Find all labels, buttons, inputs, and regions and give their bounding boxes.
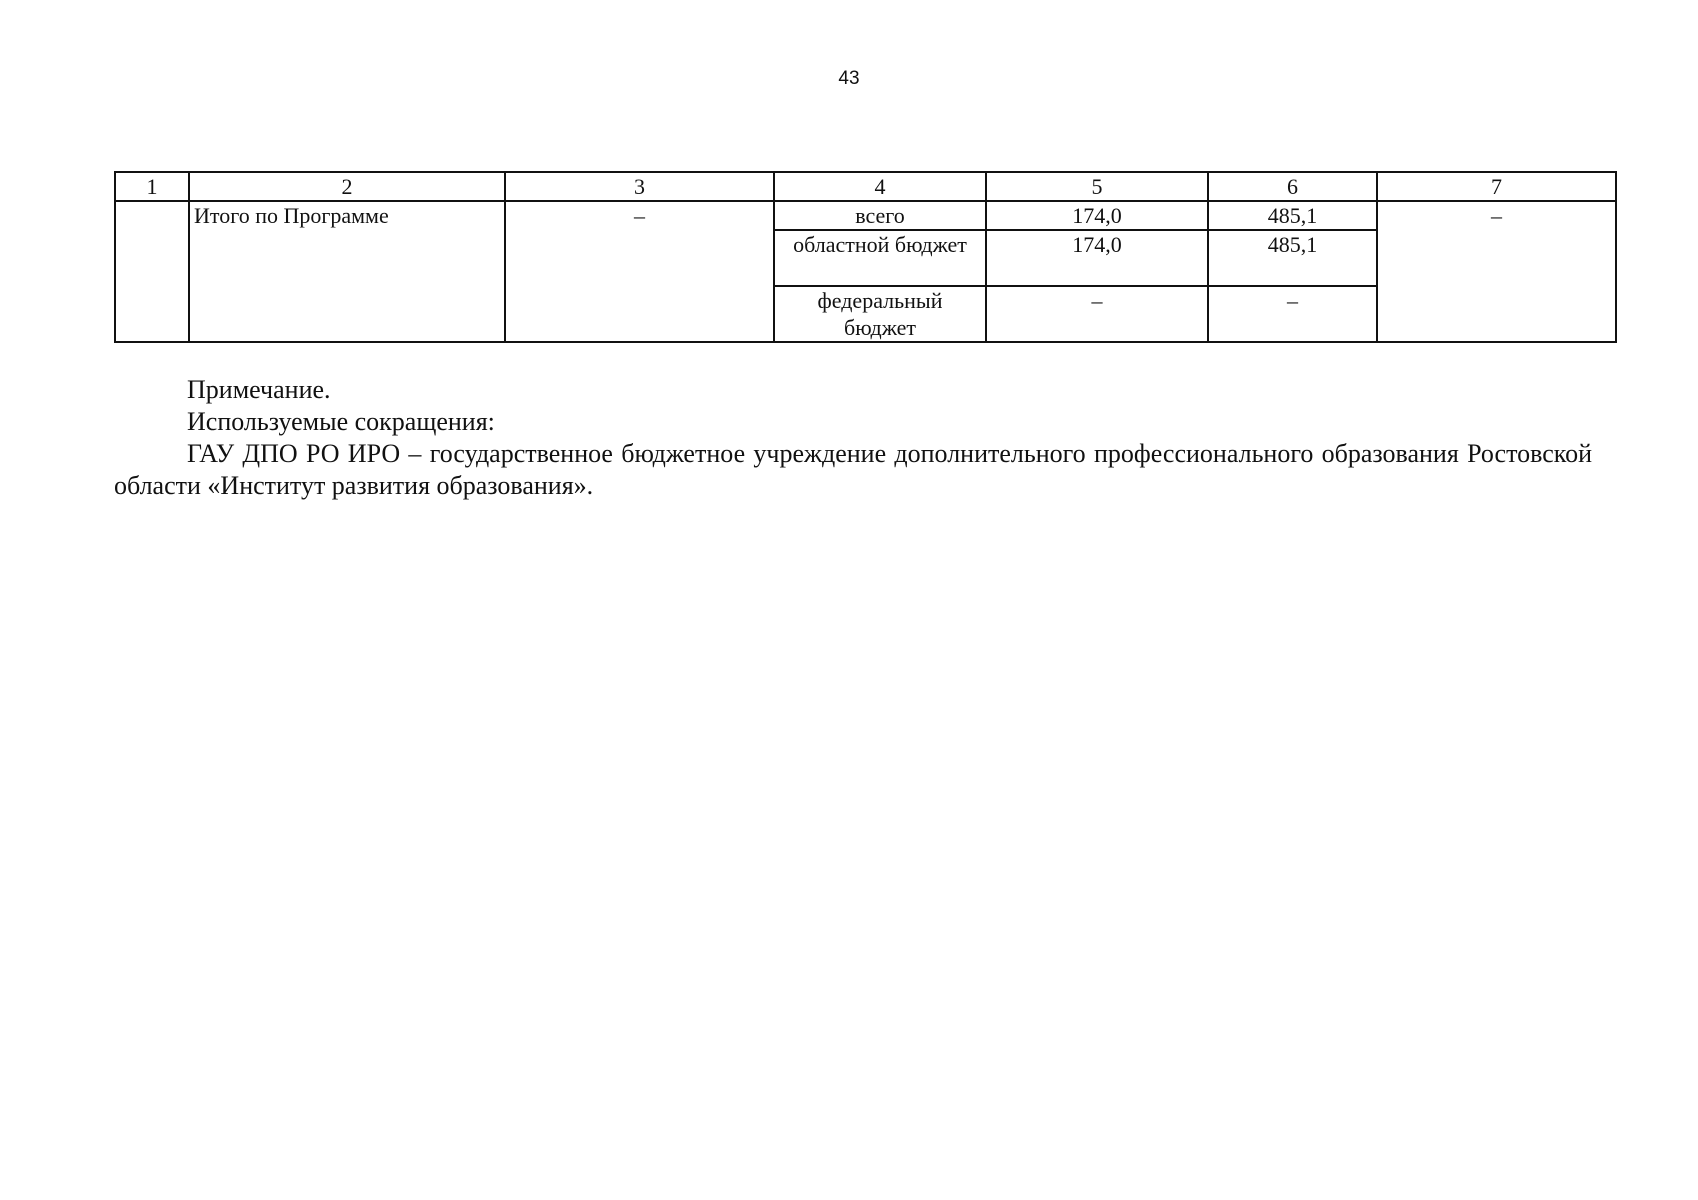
program-total-label: Итого по Программе (189, 201, 505, 342)
header-cell: 1 (115, 172, 189, 201)
header-cell: 4 (774, 172, 986, 201)
value-col6-cell: 485,1 (1208, 201, 1377, 230)
table-row (115, 201, 1616, 230)
col7-cell: – (1377, 201, 1616, 342)
funding-source-cell: федеральный бюджет (774, 286, 986, 342)
budget-table (114, 171, 1617, 343)
notes-title: Примечание. (187, 375, 331, 404)
table-header-row (115, 172, 1616, 201)
header-cell: 5 (986, 172, 1208, 201)
executor-cell: – (505, 201, 774, 342)
header-cell: 3 (505, 172, 774, 201)
abbreviation-text: ГАУ ДПО РО ИРО – государственное бюджетное учреждение дополнительного профессионального образования Ростовской области «Институт развития образования». (114, 439, 1592, 500)
page-number: 43 (838, 68, 860, 89)
value-col5-cell: 174,0 (986, 201, 1208, 230)
value-col6-cell: – (1208, 286, 1377, 342)
value-col5-cell: – (986, 286, 1208, 342)
header-cell: 2 (189, 172, 505, 201)
notes-subtitle: Используемые сокращения: (187, 407, 495, 436)
notes-section (114, 374, 1592, 502)
header-cell: 6 (1208, 172, 1377, 201)
row-number-cell (115, 201, 189, 342)
value-col5-cell: 174,0 (986, 230, 1208, 286)
funding-source-cell: областной бюджет (774, 230, 986, 286)
header-cell: 7 (1377, 172, 1616, 201)
value-col6-cell: 485,1 (1208, 230, 1377, 286)
funding-source-cell: всего (774, 201, 986, 230)
